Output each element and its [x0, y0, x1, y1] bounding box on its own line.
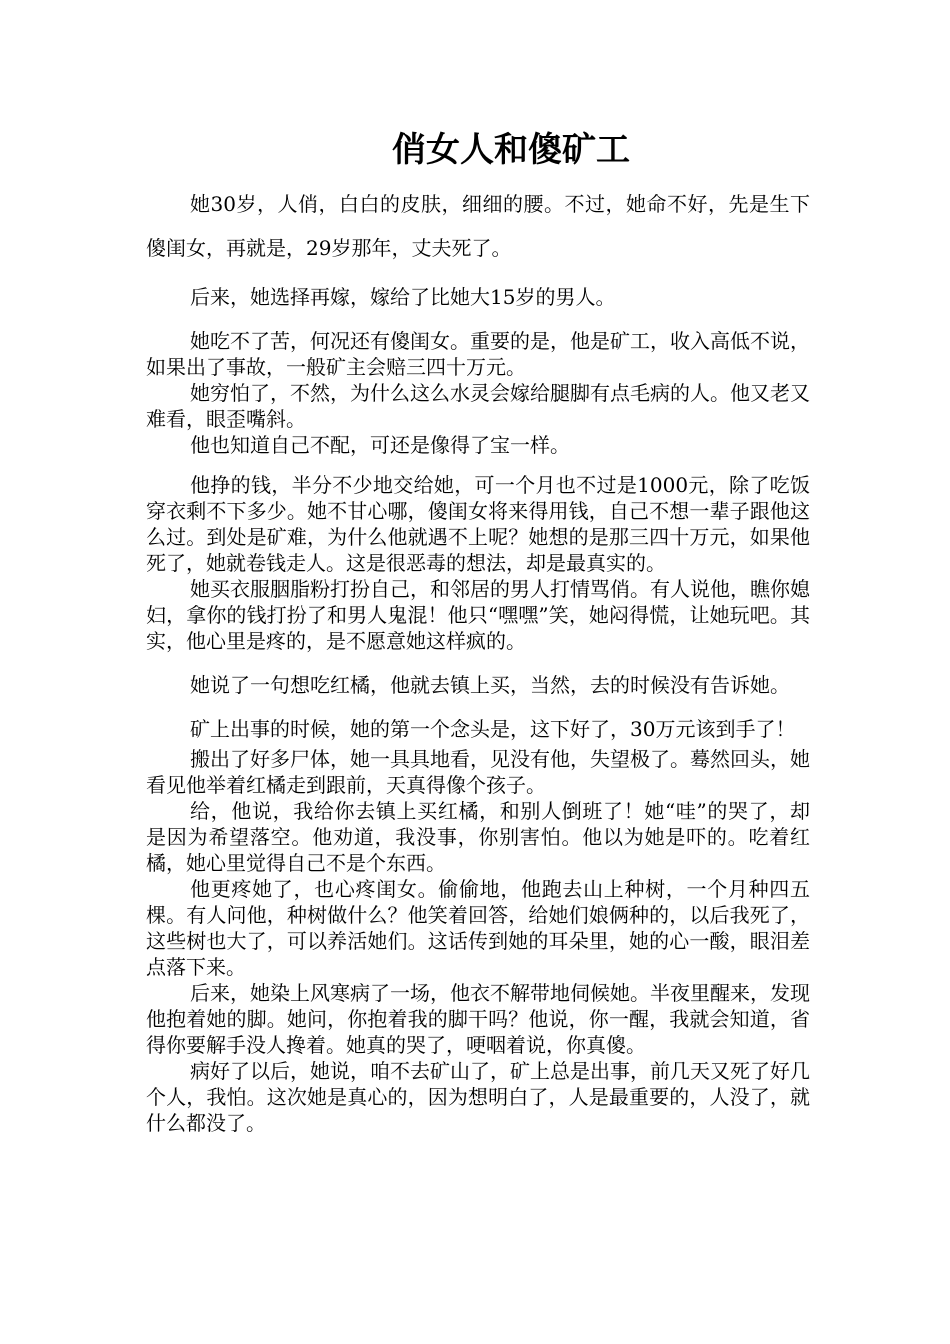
- paragraph-14: 病好了以后，她说，咱不去矿山了，矿上总是出事，前几天又死了好几个人，我怕。这次她是真心的，因为想明白了，人是最重要的，人没了，就什么都没了。: [146, 1059, 810, 1135]
- paragraph-4: 她穷怕了，不然，为什么这么水灵会嫁给腿脚有点毛病的人。他又老又难看，眼歪嘴斜。: [146, 381, 810, 431]
- story-title: 俏女人和傻矿工: [392, 130, 630, 170]
- paragraph-6: 他挣的钱，半分不少地交给她，可一个月也不过是1000元，除了吃饭穿衣剩不下多少。她不甘心哪，傻闺女将来得用钱，自己不想一辈子跟他这么过。到处是矿难，为什么他就遇不上呢？她想的是那三四十万元，如果他死了，她就卷钱走人。这是很恶毒的想法，却是最真实的。: [146, 473, 810, 575]
- paragraph-1: 她30岁，人俏，白白的皮肤，细细的腰。不过，她命不好，先是生下傻闺女，再就是，29岁那年，丈夫死了。: [146, 192, 810, 260]
- paragraph-2: 后来，她选择再嫁，嫁给了比她大15岁的男人。: [190, 285, 616, 309]
- paragraph-7: 她买衣服胭脂粉打扮自己，和邻居的男人打情骂俏。有人说他，瞧你媳妇，拿你的钱打扮了和男人鬼混！他只“嘿嘿”笑，她闷得慌，让她玩吧。其实，他心里是疼的，是不愿意她这样疯的。: [146, 577, 810, 653]
- paragraph-13: 后来，她染上风寒病了一场，他衣不解带地伺候她。半夜里醒来，发现他抱着她的脚。她问，你抱着我的脚干吗？他说，你一醒，我就会知道，省得你要解手没人搀着。她真的哭了，哽咽着说，你真傻。: [146, 981, 810, 1057]
- paragraph-10: 搬出了好多尸体，她一具具地看，见没有他，失望极了。蓦然回头，她看见他举着红橘走到跟前，天真得像个孩子。: [146, 747, 810, 797]
- paragraph-12: 他更疼她了，也心疼闺女。偷偷地，他跑去山上种树，一个月种四五棵。有人问他，种树做什么？他笑着回答，给她们娘俩种的，以后我死了，这些树也大了，可以养活她们。这话传到她的耳朵里，她的心一酸，眼泪差点落下来。: [146, 877, 810, 979]
- paragraph-3: 她吃不了苦，何况还有傻闺女。重要的是，他是矿工，收入高低不说，如果出了事故，一般矿主会赔三四十万元。: [146, 329, 810, 379]
- paragraph-8: 她说了一句想吃红橘，他就去镇上买，当然，去的时候没有告诉她。: [190, 673, 790, 697]
- paragraph-11: 给，他说，我给你去镇上买红橘，和别人倒班了！她“哇”的哭了，却是因为希望落空。他劝道，我没事，你别害怕。他以为她是吓的。吃着红橘，她心里觉得自己不是个东西。: [146, 799, 810, 875]
- paragraph-5: 他也知道自己不配，可还是像得了宝一样。: [190, 433, 570, 457]
- paragraph-9: 矿上出事的时候，她的第一个念头是，这下好了，30万元该到手了！: [190, 717, 796, 741]
- story-body: [146, 182, 810, 1136]
